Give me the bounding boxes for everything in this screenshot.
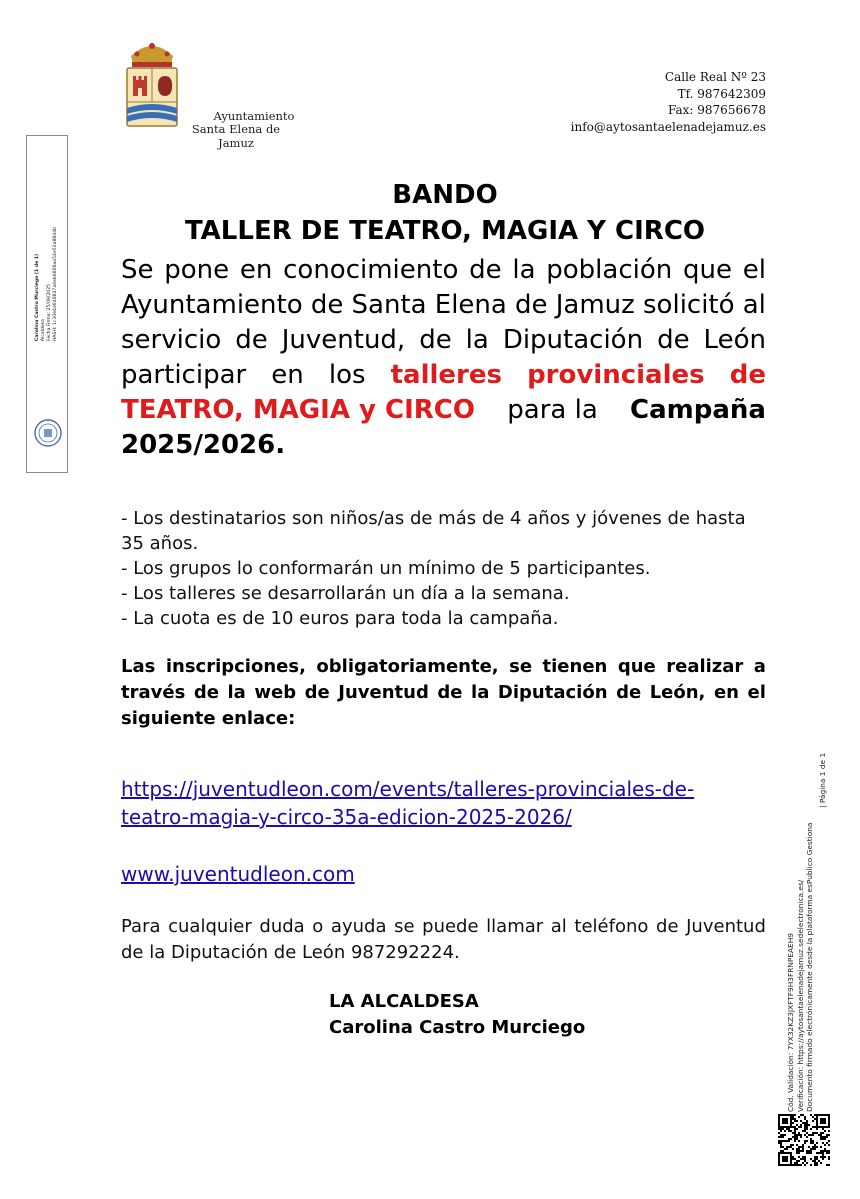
qr-code-icon[interactable] [778,1114,830,1166]
word: León [703,325,766,355]
word: obligatoriamente, [316,656,499,677]
highlight-word: de [729,360,766,390]
word: servicio [121,325,222,355]
word: Para [121,916,161,937]
stamp-hash: HASH: 1c30e4e646847a4eb6806aa54e52a8844b [53,226,58,341]
word: solicitó [643,290,735,320]
contact-fax: Fax: 987656678 [667,103,766,117]
word: de [235,325,268,355]
word: Diputación [502,325,644,355]
signer-name: Carolina Castro Murciego [329,1017,586,1038]
inscriptions-line-1 [121,654,766,680]
word: población [546,255,673,285]
word: pone [164,255,230,285]
event-link[interactable]: https://juventudleon.com/events/talleres-provinciales-de- [121,777,695,801]
word: en [713,682,739,703]
website-link[interactable]: www.juventudleon.com [121,862,355,886]
word: de [304,682,330,703]
word: de [193,682,219,703]
inscriptions-line-2 [121,680,766,706]
word: en [271,360,304,390]
word: Se [121,255,154,285]
signature-stamp [26,135,68,473]
word: Elena [434,290,507,320]
contact-block [571,69,766,135]
word: realizar [666,656,744,677]
word: los [328,360,366,390]
verification-code: Cód. Validación: 7YX32KZ3JXFTF9H3FRNPEAEH9 [786,933,795,1112]
verification-text [786,823,815,1112]
word: que [617,656,656,677]
word: tienen [542,656,608,677]
condition-frequency: - Los talleres se desarrollarán un día a la semana. [121,583,570,604]
word: de [515,290,548,320]
stamp-signer: Carolina Castro Murciego (1 de 1) [35,253,40,341]
word: el [742,255,766,285]
contact-email[interactable]: info@aytosantaelenadejamuz.es [570,119,766,134]
word: de [656,916,679,937]
inscriptions-line-3: siguiente enlace: [121,708,296,729]
word: se [394,916,415,937]
word: de [437,682,463,703]
word: de [310,290,344,320]
word: teléfono [574,916,649,937]
signer-role: LA ALCALDESA [329,991,479,1012]
word: inscripciones, [165,656,306,677]
highlight-word: talleres [390,360,502,390]
word: Juventud [686,916,766,937]
condition-recipients-cont: 35 años. [121,533,199,554]
verification-note: Documento firmado electrónicamente desde la plataforma esPublico Gestiona [805,822,815,1112]
word: Jamuz [555,290,635,320]
word: el [747,682,766,703]
contact-address: Calle Real Nº 23 [664,70,766,84]
condition-recipients: - Los destinatarios son niños/as de más de 4 años y jóvenes de hasta [121,508,746,529]
word: Diputación [497,682,608,703]
campaign-years: 2025/2026. [121,430,286,460]
word: de [616,682,642,703]
announcement-line-1 [121,253,766,287]
word: web [254,682,297,703]
word: se [509,656,533,677]
word: la [227,682,246,703]
announcement-connector: para la [507,395,598,425]
word: puede [422,916,479,937]
word: duda [259,916,305,937]
word: de [419,325,452,355]
announcement-line-4 [121,358,766,392]
announcement-line-2 [121,288,766,322]
announcement-line-3 [121,323,766,357]
word: León, [649,682,706,703]
announcement-line-5 [121,393,766,427]
document-subtitle: TALLER DE TEATRO, MAGIA Y CIRCO [184,216,706,246]
stamp-date: Fecha Firma: 25/09/2025 [47,283,52,341]
word: Las [121,656,156,677]
condition-group-size: - Los grupos lo conformarán un mínimo de 5 participantes. [121,558,651,579]
condition-fee: - La cuota es de 10 euros para toda la campaña. [121,608,559,629]
word: la [512,255,536,285]
campaign-label: Campaña [630,395,766,425]
page-indicator: | Página 1 de 1 [818,752,827,808]
stamp-role: Alcaldesa [41,318,46,341]
seal-icon [33,418,63,448]
event-link-cont[interactable]: teatro-magia-y-circo-35a-edicion-2025-2026/ [121,805,572,829]
word: Santa [351,290,427,320]
announcement-line-6 [121,428,766,462]
word: la [465,325,489,355]
word: conocimiento [283,255,459,285]
highlight-workshop-types: TEATRO, MAGIA y CIRCO [121,395,475,425]
word: Juventud, [281,325,406,355]
help-line-1 [121,914,766,940]
word: llamar [486,916,544,937]
verification-url[interactable]: Verificación: https://aytosantaelenadejamuz.sedelectronica.es/ [795,879,805,1112]
word: participar [121,360,247,390]
signature-stamp-text [35,227,59,341]
word: través [121,682,186,703]
highlight-word: provinciales [527,360,705,390]
help-line-2: de la Diputación de León 987292224. [121,942,460,963]
word: al [742,290,766,320]
word: a [753,656,766,677]
word: de [657,325,690,355]
word: la [471,682,490,703]
org-name-line1: Ayuntamiento [213,109,295,123]
document-title: BANDO [392,180,498,210]
word: ayuda [330,916,387,937]
word: en [239,255,273,285]
word: o [312,916,324,937]
word: de [469,255,502,285]
word: Ayuntamiento [121,290,303,320]
org-name-line2: Santa Elena de Jamuz [191,122,281,150]
contact-phone: Tf. 987642309 [677,86,766,101]
word: Juventud [338,682,429,703]
word: al [550,916,567,937]
municipal-coat-of-arms [121,38,183,136]
word: cualquier [168,916,252,937]
word: que [683,255,732,285]
